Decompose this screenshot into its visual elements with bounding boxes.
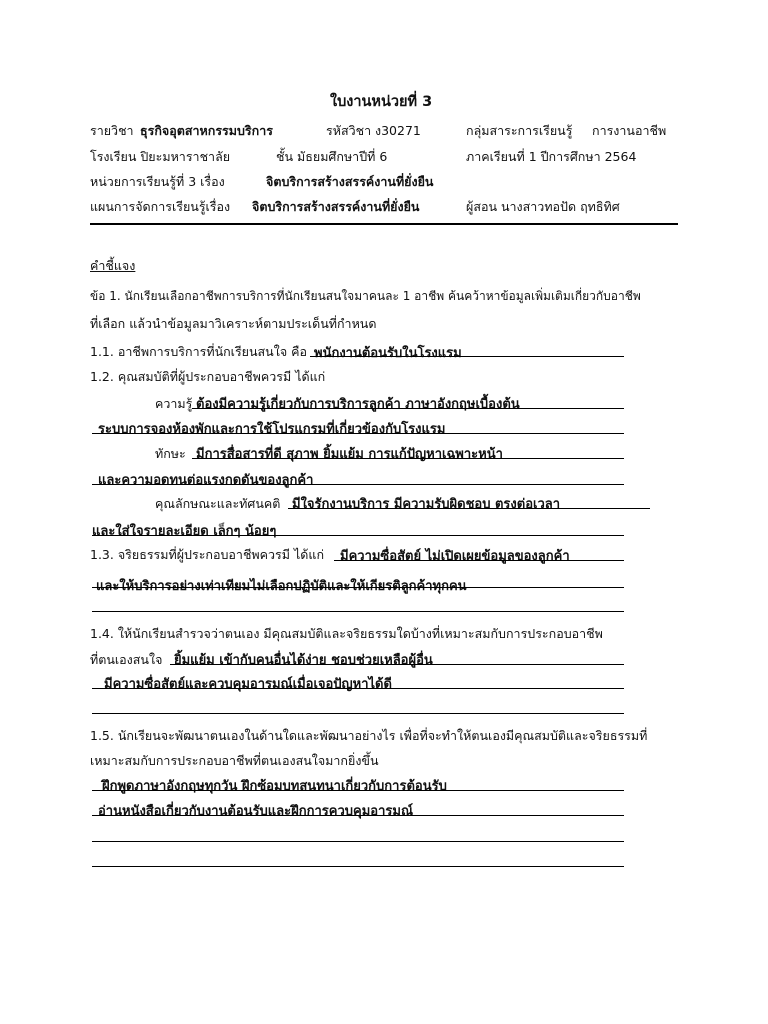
q1-1-answer: พนักงานต้อนรับในโรงแรม	[314, 346, 462, 361]
answer-line	[288, 508, 650, 509]
course-code-label: รหัสวิชา	[326, 123, 372, 138]
answer-line	[192, 408, 624, 409]
instructions-heading: คำชี้แจง	[90, 258, 136, 273]
q1-3-answer-1: มีความซื่อสัตย์ ไม่เปิดเผยข้อมูลของลูกค้า	[340, 549, 570, 564]
answer-line	[310, 356, 624, 357]
q1-5-line-1: 1.5. นักเรียนจะพัฒนาตนเองในด้านใดและพัฒนาอย่างไร เพื่อที่จะทำให้ตนเองมีคุณสมบัติและจริยธรรมที่	[90, 728, 648, 743]
page-title: ใบงานหน่วยที่ 3	[330, 94, 433, 110]
learning-group-value: การงานอาชีพ	[592, 123, 667, 138]
subject-label: รายวิชา	[90, 123, 134, 138]
q1-1-label: 1.1. อาชีพการบริการที่นักเรียนสนใจ คือ	[90, 344, 307, 359]
answer-line	[92, 815, 624, 816]
answer-line	[92, 866, 624, 867]
knowledge-label: ความรู้	[155, 396, 193, 411]
skill-answer-1: มีการสื่อสารที่ดี สุภาพ ยิ้มแย้ม การแก้ปัญหาเฉพาะหน้า	[196, 447, 503, 462]
q1-3-label: 1.3. จริยธรรมที่ผู้ประกอบอาชีพควรมี ได้แก่	[90, 547, 325, 562]
answer-line	[92, 433, 624, 434]
lesson-plan-label: แผนการจัดการเรียนรู้เรื่อง	[90, 199, 231, 214]
teacher-name: ผู้สอน นางสาวทอปัด ฤทธิทิศ	[466, 199, 620, 214]
lesson-plan-value: จิตบริการสร้างสรรค์งานที่ยั่งยืน	[252, 199, 420, 214]
answer-line	[92, 587, 624, 588]
learning-group-label: กลุ่มสาระการเรียนรู้	[466, 123, 573, 138]
answer-line	[170, 664, 624, 665]
q1-4-label: ที่ตนเองสนใจ	[90, 652, 163, 667]
q1-2-label: 1.2. คุณสมบัติที่ผู้ประกอบอาชีพควรมี ได้แก่	[90, 369, 326, 384]
semester-year: ภาคเรียนที่ 1 ปีการศึกษา 2564	[466, 149, 637, 164]
unit-label: หน่วยการเรียนรู้ที่ 3 เรื่อง	[90, 174, 225, 189]
answer-line	[92, 841, 624, 842]
answer-line	[192, 458, 624, 459]
answer-line	[92, 713, 624, 714]
q1-4-answer-2: มีความซื่อสัตย์และควบคุมอารมณ์เมื่อเจอปัญหาได้ดี	[104, 677, 392, 692]
knowledge-answer-1: ต้องมีความรู้เกี่ยวกับการบริการลูกค้า ภาษาอังกฤษเบื้องต้น	[196, 397, 520, 412]
skill-label: ทักษะ	[155, 446, 186, 461]
q1-5-line-2: เหมาะสมกับการประกอบอาชีพที่ตนเองสนใจมากยิ่งขึ้น	[90, 753, 379, 768]
attitude-label: คุณลักษณะและทัศนคติ	[155, 496, 281, 511]
knowledge-answer-2: ระบบการจองห้องพักและการใช้โปรแกรมที่เกี่ยวข้องกับโรงแรม	[98, 422, 446, 437]
attitude-answer-2: และใส่ใจรายละเอียด เล็กๆ น้อยๆ	[92, 524, 277, 539]
grade-level: ชั้น มัธยมศึกษาปีที่ 6	[276, 149, 388, 164]
q1-4-line-1: 1.4. ให้นักเรียนสำรวจว่าตนเอง มีคุณสมบัติและจริยธรรมใดบ้างที่เหมาะสมกับการประกอบอาชีพ	[90, 626, 603, 641]
q1-3-answer-2: และให้บริการอย่างเท่าเทียมไม่เลือกปฏิบัติและให้เกียรติลูกค้าทุกคน	[96, 579, 467, 594]
answer-line	[92, 611, 624, 612]
instructions-line-2: ที่เลือก แล้วนำข้อมูลมาวิเคราะห์ตามประเด็นที่กำหนด	[90, 316, 377, 331]
header-divider	[90, 223, 678, 225]
q1-5-answer-2: อ่านหนังสือเกี่ยวกับงานต้อนรับและฝึกการควบคุมอารมณ์	[98, 804, 414, 819]
attitude-answer-1: มีใจรักงานบริการ มีความรับผิดชอบ ตรงต่อเวลา	[292, 497, 561, 512]
q1-5-answer-1: ฝึกพูดภาษาอังกฤษทุกวัน ฝึกซ้อมบทสนทนาเกี่ยวกับการต้อนรับ	[102, 779, 447, 794]
skill-answer-2: และความอดทนต่อแรงกดดันของลูกค้า	[98, 473, 314, 488]
answer-line	[92, 535, 624, 536]
answer-line	[92, 484, 624, 485]
unit-value: จิตบริการสร้างสรรค์งานที่ยั่งยืน	[266, 174, 434, 189]
answer-line	[92, 790, 624, 791]
answer-line	[92, 688, 624, 689]
answer-line	[334, 560, 624, 561]
q1-4-answer-1: ยิ้มแย้ม เข้ากับคนอื่นได้ง่าย ชอบช่วยเหลือผู้อื่น	[174, 653, 433, 668]
instructions-line-1: ข้อ 1. นักเรียนเลือกอาชีพการบริการที่นักเรียนสนใจมาคนละ 1 อาชีพ ค้นคว้าหาข้อมูลเพิ่มเติมเกี่ยวกับอาชีพ	[90, 289, 641, 303]
subject-value: ธุรกิจอุตสาหกรรมบริการ	[140, 123, 273, 138]
course-code-value: ง30271	[375, 123, 421, 138]
school-name: โรงเรียน ปิยะมหาราชาลัย	[90, 149, 231, 164]
